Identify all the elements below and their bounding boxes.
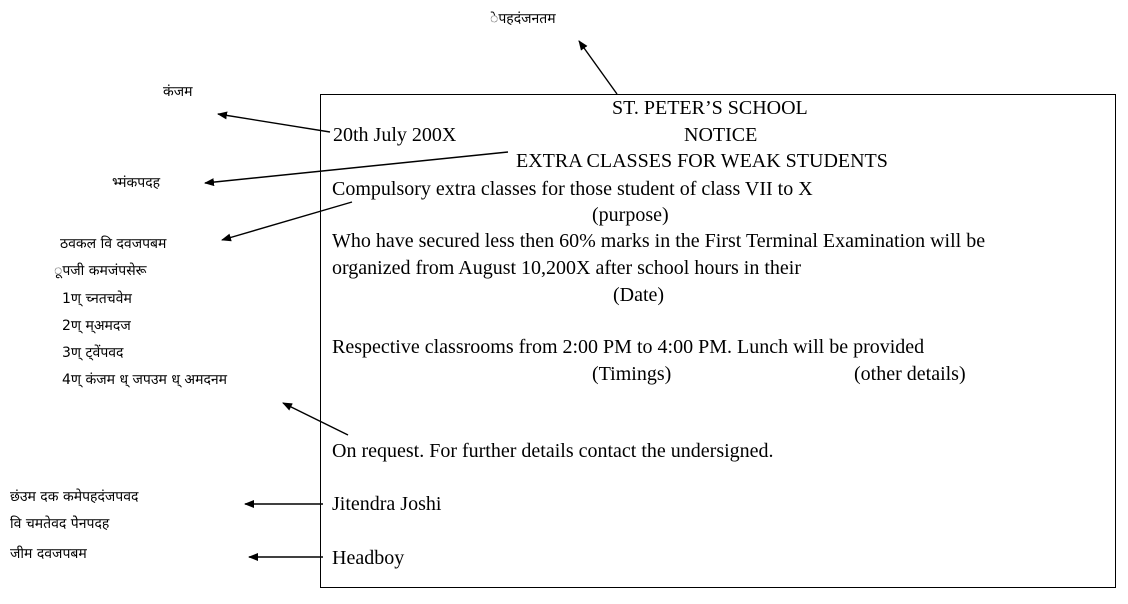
arrow-date — [218, 114, 330, 132]
arrow-body — [222, 202, 352, 240]
heading-annotation: भ्मंकपदह — [112, 175, 161, 191]
signature-annotation: ेपहदंजनतम — [490, 11, 556, 27]
notice-date: 20th July 200X — [333, 124, 457, 146]
body-item-date-time-venue: 4ण् कंजम ध् जपउम ध् अमदनम — [62, 372, 228, 388]
notice-word: NOTICE — [684, 124, 758, 146]
body-items-intro: ूपजी कमजंपसेरू — [54, 263, 147, 279]
body-annotation: ठवकल वि दवजपबम — [60, 236, 167, 252]
name-annotation-1: छंउम दक कमेपहदंजपवद — [10, 489, 139, 505]
date-annotation: कंजम — [163, 84, 193, 100]
signatory-name: Jitendra Joshi — [332, 493, 442, 515]
body-line-4: Respective classrooms from 2:00 PM to 4:00 PM. Lunch will be provided — [332, 336, 925, 358]
body-item-purpose: 1ण् च्नतचवेम — [62, 291, 132, 307]
school-name: ST. PETER’S SCHOOL — [612, 97, 808, 119]
signatory-designation: Headboy — [332, 547, 405, 569]
body-line-1: Compulsory extra classes for those student of class VII to X — [332, 178, 813, 200]
arrow-heading — [205, 152, 508, 183]
date-tag: (Date) — [613, 284, 665, 306]
arrow-closing — [283, 403, 348, 435]
purpose-tag: (purpose) — [592, 204, 669, 226]
body-line-2: Who have secured less then 60% marks in the First Terminal Examination will be — [332, 230, 986, 252]
notice-title: EXTRA CLASSES FOR WEAK STUDENTS — [516, 150, 888, 172]
name-annotation-2: वि चमतेवद पेेनपदह — [10, 516, 110, 532]
timings-tag: (Timings) — [592, 363, 672, 385]
other-details-tag: (other details) — [854, 363, 966, 385]
designation-annotation: जीम दवजपबम — [10, 546, 87, 562]
body-line-5: On request. For further details contact the undersigned. — [332, 440, 774, 462]
arrow-signature — [579, 41, 617, 94]
body-line-3: organized from August 10,200X after school hours in their — [332, 257, 801, 279]
body-item-occasion: 3ण् ट्वेंपवद — [62, 345, 124, 361]
body-item-event: 2ण् म्अमदज — [62, 318, 131, 334]
